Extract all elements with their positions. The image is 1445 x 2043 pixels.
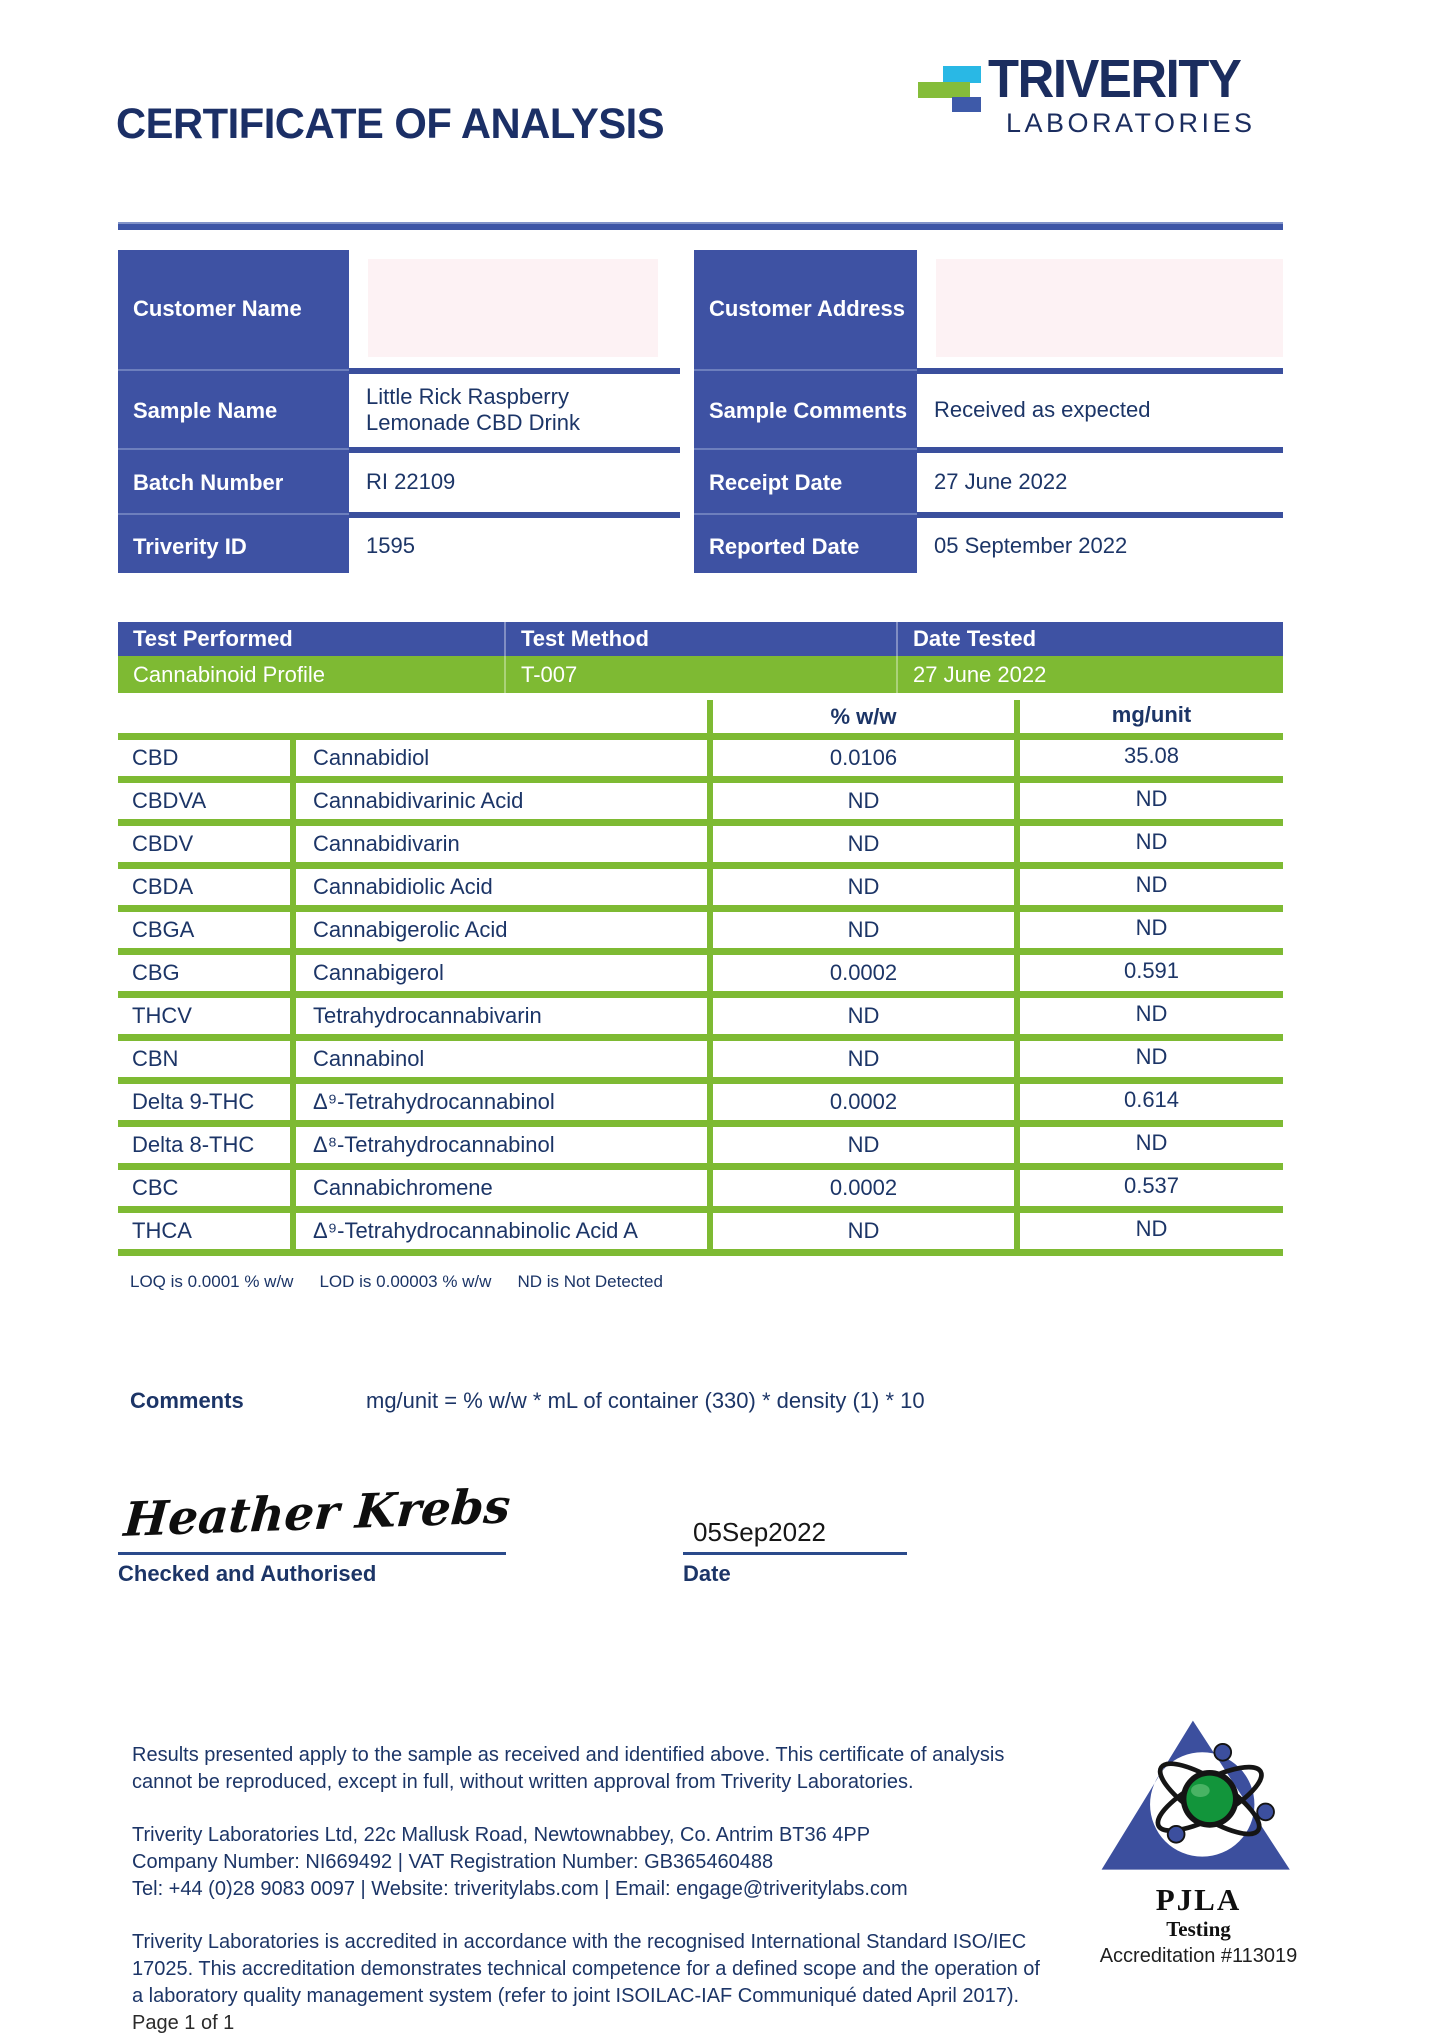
accreditation-paragraph: Triverity Laboratories is accredited in accordance with the recognised International Standard ISO/IEC 17025. This accreditation demonstrates technical competence for a defined scope and the operation of a laboratory quality management system (refer to joint ISOILAC-IAF Communiqué dated April 2017). Page 1 of 1	[132, 1931, 1040, 2034]
signature: Heather Krebs	[121, 1479, 513, 1548]
mg-value: ND	[1014, 826, 1283, 862]
table-row	[118, 1084, 1283, 1127]
comments-section	[130, 1388, 925, 1414]
lod-note: LOD is 0.00003 % w/w	[319, 1272, 492, 1291]
ww-value: 0.0002	[707, 1170, 1014, 1206]
table-row	[118, 912, 1283, 955]
contact-line: Tel: +44 (0)28 9083 0097 | Website: triveritylabs.com | Email: engage@triveritylabs.com	[132, 1878, 908, 1900]
logo-name: TRIVERITY	[988, 49, 1241, 109]
pjla-testing-label: Testing	[1166, 1917, 1231, 1942]
comments-label: Comments	[130, 1388, 244, 1413]
mg-value: ND	[1014, 869, 1283, 905]
loq-lod-footnote	[130, 1272, 663, 1292]
mg-value: ND	[1014, 1127, 1283, 1163]
ww-value: ND	[707, 783, 1014, 819]
signature-block	[118, 1462, 513, 1587]
ww-value: ND	[707, 998, 1014, 1034]
table-row	[118, 1170, 1283, 1213]
batch-number-label: Batch Number	[118, 454, 349, 510]
results-column-headers	[118, 700, 1283, 740]
row-divider	[694, 510, 1283, 519]
triverity-id-label: Triverity ID	[118, 519, 349, 573]
cannabinoid-abbr: THCV	[132, 1003, 192, 1028]
pjla-accreditation-number: Accreditation #113019	[1099, 1945, 1298, 1968]
pjla-name: PJLA	[1155, 1882, 1242, 1917]
table-row	[118, 869, 1283, 912]
row-divider	[694, 445, 1283, 454]
loq-note: LOQ is 0.0001 % w/w	[130, 1272, 294, 1291]
test-performed-value: Cannabinoid Profile	[133, 661, 326, 687]
reported-date-value: 05 September 2022	[917, 519, 1283, 573]
ww-value: 0.0002	[707, 1084, 1014, 1120]
ww-value: ND	[707, 1127, 1014, 1163]
cannabinoid-name: Δ⁹-Tetrahydrocannabinol	[290, 1084, 707, 1120]
logo-green-square-icon	[918, 82, 970, 98]
table-row	[118, 454, 680, 510]
cannabinoid-abbr: CBN	[132, 1046, 179, 1071]
checked-authorised-label: Checked and Authorised	[118, 1561, 377, 1586]
customer-info-table-right	[694, 250, 1283, 573]
customer-name-value	[349, 250, 680, 366]
cannabinoid-abbr: CBDVA	[132, 788, 207, 813]
mg-value: ND	[1014, 1213, 1283, 1249]
cannabinoid-abbr: Delta 9-THC	[132, 1089, 255, 1114]
mg-value: ND	[1014, 912, 1283, 948]
cannabinoid-abbr: CBDA	[132, 874, 194, 899]
mg-value: ND	[1014, 783, 1283, 819]
table-row	[118, 826, 1283, 869]
customer-address-value	[917, 250, 1283, 366]
cannabinoid-name: Cannabidiolic Acid	[290, 869, 707, 905]
ww-value: ND	[707, 912, 1014, 948]
ww-column-header: % w/w	[707, 700, 1014, 733]
test-table-row	[118, 656, 1283, 693]
sample-comments-label: Sample Comments	[694, 375, 917, 445]
cannabinoid-abbr: CBG	[132, 960, 180, 985]
cannabinoid-abbr: CBC	[132, 1175, 179, 1200]
ww-value: ND	[707, 826, 1014, 862]
table-row	[118, 1213, 1283, 1256]
table-row	[118, 519, 680, 573]
customer-info-table-left	[118, 250, 680, 573]
page-number: Page 1 of 1	[132, 2012, 235, 2034]
mg-value: 0.614	[1014, 1084, 1283, 1120]
row-divider	[118, 510, 680, 519]
address-line: Triverity Laboratories Ltd, 22c Mallusk Road, Newtownabbey, Co. Antrim BT36 4PP	[132, 1824, 871, 1846]
mg-column-header: mg/unit	[1014, 700, 1283, 733]
cannabinoid-abbr: CBGA	[132, 917, 195, 942]
test-method-header: Test Method	[504, 622, 896, 656]
row-divider	[118, 445, 680, 454]
ww-value: 0.0002	[707, 955, 1014, 991]
reported-date-label: Reported Date	[694, 519, 917, 573]
table-row	[118, 375, 680, 445]
mg-value: ND	[1014, 1041, 1283, 1077]
cannabinoid-name: Tetrahydrocannabivarin	[290, 998, 707, 1034]
mg-value: 0.591	[1014, 955, 1283, 991]
cannabinoid-name: Cannabigerolic Acid	[290, 912, 707, 948]
logo-text	[988, 49, 1257, 138]
address-paragraph	[132, 1822, 1050, 1903]
date-block	[683, 1508, 907, 1587]
table-row	[694, 454, 1283, 510]
batch-number-value: RI 22109	[349, 454, 680, 510]
table-row	[118, 1127, 1283, 1170]
sample-name-label: Sample Name	[118, 375, 349, 445]
pjla-accreditation-logo	[1076, 1716, 1321, 1968]
customer-address-label: Customer Address	[694, 250, 917, 366]
footer-text	[132, 1742, 1050, 2037]
table-row	[694, 250, 1283, 366]
table-row	[118, 740, 1283, 783]
ww-value: 0.0106	[707, 740, 1014, 776]
cannabinoid-abbr: CBDV	[132, 831, 194, 856]
cannabinoid-name: Cannabinol	[290, 1041, 707, 1077]
receipt-date-value: 27 June 2022	[917, 454, 1283, 510]
ww-value: ND	[707, 869, 1014, 905]
disclaimer-paragraph: Results presented apply to the sample as received and identified above. This certificate of analysis cannot be reproduced, except in full, without written approval from Triverity Laboratories.	[132, 1744, 1005, 1793]
sample-comments-value: Received as expected	[917, 375, 1283, 445]
atom-nucleus	[1186, 1776, 1233, 1823]
signoff-date-value: 05Sep2022	[693, 1517, 827, 1547]
date-line	[683, 1552, 907, 1555]
cannabinoid-name: Cannabidivarin	[290, 826, 707, 862]
cannabinoid-results-table	[118, 700, 1283, 1256]
electron-dot	[1257, 1804, 1274, 1821]
test-performed-header: Test Performed	[133, 626, 293, 651]
mg-value: 35.08	[1014, 740, 1283, 776]
redacted-field	[368, 259, 658, 357]
logo-cyan-square-icon	[943, 66, 981, 83]
table-row	[118, 955, 1283, 998]
company-line: Company Number: NI669492 | VAT Registration Number: GB365460488	[132, 1851, 774, 1873]
cannabinoid-name: Cannabigerol	[290, 955, 707, 991]
cannabinoid-name: Δ⁸-Tetrahydrocannabinol	[290, 1127, 707, 1163]
row-divider	[694, 366, 1283, 375]
date-tested-value: 27 June 2022	[896, 656, 1283, 693]
date-label: Date	[683, 1561, 731, 1586]
page-title: CERTIFICATE OF ANALYSIS	[116, 100, 665, 148]
row-divider	[118, 366, 680, 375]
table-row	[694, 519, 1283, 573]
mg-value: ND	[1014, 998, 1283, 1034]
comments-text: mg/unit = % w/w * mL of container (330) * density (1) * 10	[366, 1388, 925, 1413]
header-divider	[118, 222, 1283, 230]
ww-value: ND	[707, 1041, 1014, 1077]
signature-line	[118, 1552, 506, 1555]
cannabinoid-abbr: Delta 8-THC	[132, 1132, 255, 1157]
triverity-logo	[918, 49, 1257, 138]
pjla-triangle-atom-icon	[1096, 1716, 1301, 1878]
ww-value: ND	[707, 1213, 1014, 1249]
cannabinoid-name: Cannabidivarinic Acid	[290, 783, 707, 819]
table-row	[694, 375, 1283, 445]
logo-blue-square-icon	[952, 97, 981, 112]
table-row	[118, 250, 680, 366]
test-performed-table	[118, 622, 1283, 693]
mg-value: 0.537	[1014, 1170, 1283, 1206]
table-row	[118, 783, 1283, 826]
sample-name-value: Little Rick Raspberry Lemonade CBD Drink	[349, 375, 680, 445]
cannabinoid-abbr: THCA	[132, 1218, 192, 1243]
receipt-date-label: Receipt Date	[694, 454, 917, 510]
electron-dot	[1168, 1826, 1185, 1843]
test-method-value: T-007	[504, 656, 896, 693]
triverity-id-value: 1595	[349, 519, 680, 573]
table-row	[118, 1041, 1283, 1084]
test-table-header	[118, 622, 1283, 656]
cannabinoid-name: Cannabichromene	[290, 1170, 707, 1206]
cannabinoid-name: Δ⁹-Tetrahydrocannabinolic Acid A	[290, 1213, 707, 1249]
table-row	[118, 998, 1283, 1041]
redacted-field	[936, 259, 1283, 357]
nd-note: ND is Not Detected	[517, 1272, 663, 1291]
triverity-logo-icon	[918, 60, 984, 114]
electron-dot	[1214, 1744, 1231, 1761]
logo-subtitle: LABORATORIES	[1006, 108, 1256, 138]
cannabinoid-name: Cannabidiol	[290, 740, 707, 776]
customer-name-label: Customer Name	[118, 250, 349, 366]
date-tested-header: Date Tested	[896, 622, 1283, 656]
cannabinoid-abbr: CBD	[132, 745, 179, 770]
